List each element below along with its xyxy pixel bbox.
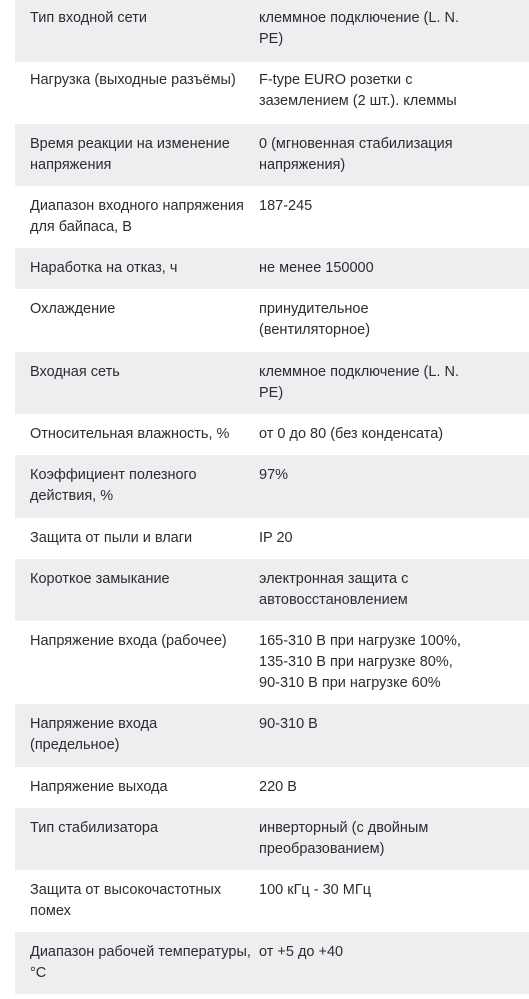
- specifications-table: [15, 0, 529, 994]
- spec-name: Диапазон рабочей температуры, °C: [30, 944, 251, 981]
- spec-name: Короткое замыкание: [30, 571, 170, 587]
- spec-row: [15, 455, 529, 518]
- spec-name: Защита от пыли и влаги: [30, 530, 193, 546]
- spec-row: [15, 0, 529, 62]
- spec-name: Охлаждение: [30, 301, 116, 317]
- spec-row: [15, 124, 529, 186]
- spec-row: [15, 518, 529, 559]
- spec-value: 220 В: [259, 779, 297, 795]
- spec-value: 165-310 В при нагрузке 100%, 135-310 В при нагрузке 80%, 90-310 В при нагрузке 60%: [259, 633, 461, 691]
- spec-row: [15, 704, 529, 767]
- spec-value: клеммное подключение (L. N. PE): [259, 10, 459, 47]
- spec-row: [15, 186, 529, 248]
- spec-value: 0 (мгновенная стабилизация напряжения): [259, 136, 453, 173]
- spec-value: от 0 до 80 (без конденсата): [259, 426, 444, 442]
- spec-name: Напряжение входа (предельное): [30, 716, 158, 753]
- spec-row: [15, 621, 529, 704]
- spec-name: Нагрузка (выходные разъёмы): [30, 72, 236, 88]
- spec-name: Относительная влажность, %: [30, 426, 230, 442]
- spec-name: Напряжение входа (рабочее): [30, 633, 227, 649]
- spec-value: 97%: [259, 467, 289, 483]
- spec-name: Диапазон входного напряжения для байпаса, В: [30, 198, 244, 235]
- spec-value: от +5 до +40: [259, 944, 344, 960]
- spec-row: [15, 248, 529, 289]
- spec-value: 90-310 В: [259, 716, 318, 732]
- spec-name: Напряжение выхода: [30, 779, 168, 795]
- spec-name: Тип стабилизатора: [30, 820, 159, 836]
- spec-name: Входная сеть: [30, 364, 120, 380]
- spec-name: Тип входной сети: [30, 10, 147, 26]
- spec-row: [15, 289, 529, 352]
- spec-value: 100 кГц - 30 МГц: [259, 882, 371, 898]
- spec-name: Коэффициент полезного действия, %: [30, 467, 197, 504]
- spec-name: Наработка на отказ, ч: [30, 260, 178, 276]
- spec-value: IP 20: [259, 530, 293, 546]
- spec-name: Защита от высокочастотных помех: [30, 882, 222, 919]
- spec-value: принудительное (вентиляторное): [259, 301, 371, 338]
- spec-row: [15, 62, 529, 124]
- spec-value: клеммное подключение (L. N. PE): [259, 364, 459, 401]
- spec-row: [15, 808, 529, 870]
- spec-name: Время реакции на изменение напряжения: [30, 136, 230, 173]
- spec-row: [15, 414, 529, 455]
- spec-row: [15, 767, 529, 808]
- spec-row: [15, 352, 529, 414]
- spec-value: инверторный (с двойным преобразованием): [259, 820, 429, 857]
- spec-row: [15, 559, 529, 621]
- spec-value: F-type EURO розетки с заземлением (2 шт.). клеммы: [259, 72, 457, 109]
- spec-value: 187-245: [259, 198, 313, 214]
- spec-row: [15, 932, 529, 994]
- spec-value: электронная защита с автовосстановлением: [259, 571, 409, 608]
- spec-row: [15, 870, 529, 932]
- spec-value: не менее 150000: [259, 260, 374, 276]
